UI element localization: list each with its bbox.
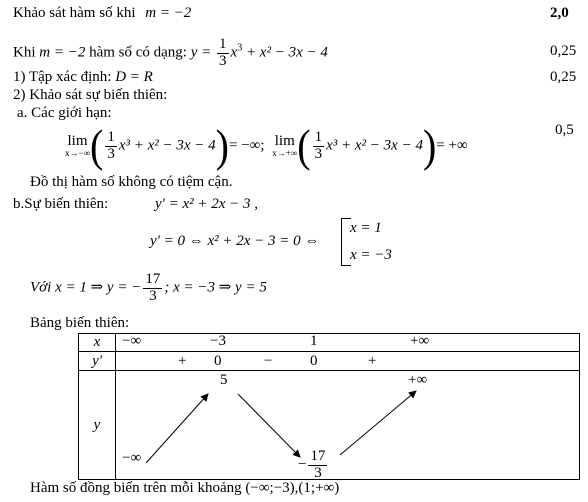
header-title-text: Khảo sát hàm số khi [13,5,136,21]
line1-mid: hàm số có dạng: [89,44,187,61]
line1-text: Khi [13,44,36,61]
x-val-minus-3: −3 [210,333,226,349]
line-4: a. Các giới hạn: [17,105,112,121]
line1-y: y = [190,44,212,61]
limits-line: lim x→−∞ ( $\frac{1}{3}$ x³ + x² − 3x − 4)= −∞; lim x→+∞ ( $\frac{1}{3}$ x³ + x² − 3x − 4)= +∞ [65,119,468,172]
arrow-up-1 [146,394,208,463]
values-pre: Với x = 1 ⇒ y = − [30,279,142,296]
arrows-svg [116,371,576,479]
x-val-plus-inf: +∞ [410,333,430,349]
arrow-down [238,394,300,457]
values-post: ; x = −3 ⇒ y = 5 [164,279,267,296]
conclusion: Hàm số đồng biến trên mỗi khoảng (−∞;−3),(1;+∞) [30,480,340,496]
lim-expr-1: x³ + x² − 3x − 4 [118,137,216,154]
variation-table [78,333,580,480]
line2-text: 1) Tập xác định: [13,69,112,85]
deriv-label: b.Sự biến thiên: [13,196,109,212]
line-3: 2) Khảo sát sự biến thiên: [13,87,168,103]
deriv-eq: y' = 0 ⇔ x² + 2x − 3 = 0 ⇔ [150,233,320,249]
line2-d: D = R [115,69,153,85]
variation-cell [116,371,580,480]
deriv-expr: y' = x² + 2x − 3 , [155,196,259,212]
table-yp-label: y' [79,352,116,371]
score-header: 2,0 [550,5,569,21]
root-2: x = −3 [350,247,392,263]
sign-minus: − [264,353,273,369]
y-min-value: − $\frac{17}{3}$ [298,448,326,481]
line-1: Khi m = −2 hàm số có dạng: y = $\frac{1}{3}$ $x^3 + x^2 - 3x - 4$ [13,36,328,69]
asymptote-note: Đồ thị hàm số không có tiệm cận. [30,174,233,190]
y-plus-inf: +∞ [408,372,428,388]
sign-zero-1: 0 [214,353,222,369]
fraction-1-3: $\frac{1}{3}$ [219,36,227,69]
arrow-up-2 [340,391,416,455]
lim-res-1: = −∞; [229,137,265,154]
lim-2: lim x→+∞ [272,133,298,158]
lim-expr-2: x³ + x² − 3x − 4 [326,137,423,154]
root-1: x = 1 [350,220,382,236]
sign-plus-2: + [368,353,377,369]
score-line2: 0,25 [550,69,577,85]
table-x-label: x [79,334,116,352]
x-val-1: 1 [310,333,318,349]
header-cond: m = −2 [145,5,192,21]
sign-plus-1: + [178,353,187,369]
lim-1: lim x→−∞ [65,133,90,158]
y-max-5: 5 [220,372,228,388]
score-line1: 0,25 [550,43,577,59]
line1-rest: + x² − 3x − 4 [242,44,328,61]
table-y-label: y [79,371,116,480]
line1-x: x [230,44,238,61]
line-2 [13,70,153,85]
sign-zero-2: 0 [310,353,318,369]
line1-m: m = −2 [39,44,86,61]
x-val-minus-inf: −∞ [122,333,142,349]
score-line4: 0,5 [555,122,574,138]
values-line: Với x = 1 ⇒ y = − $\frac{17}{3}$ ; x = −3 ⇒ y = 5 [30,271,267,304]
y-minus-inf: −∞ [122,450,142,466]
lim-res-2: = +∞ [436,137,468,154]
header-title [13,6,191,21]
table-title: Bảng biến thiên: [30,315,130,331]
